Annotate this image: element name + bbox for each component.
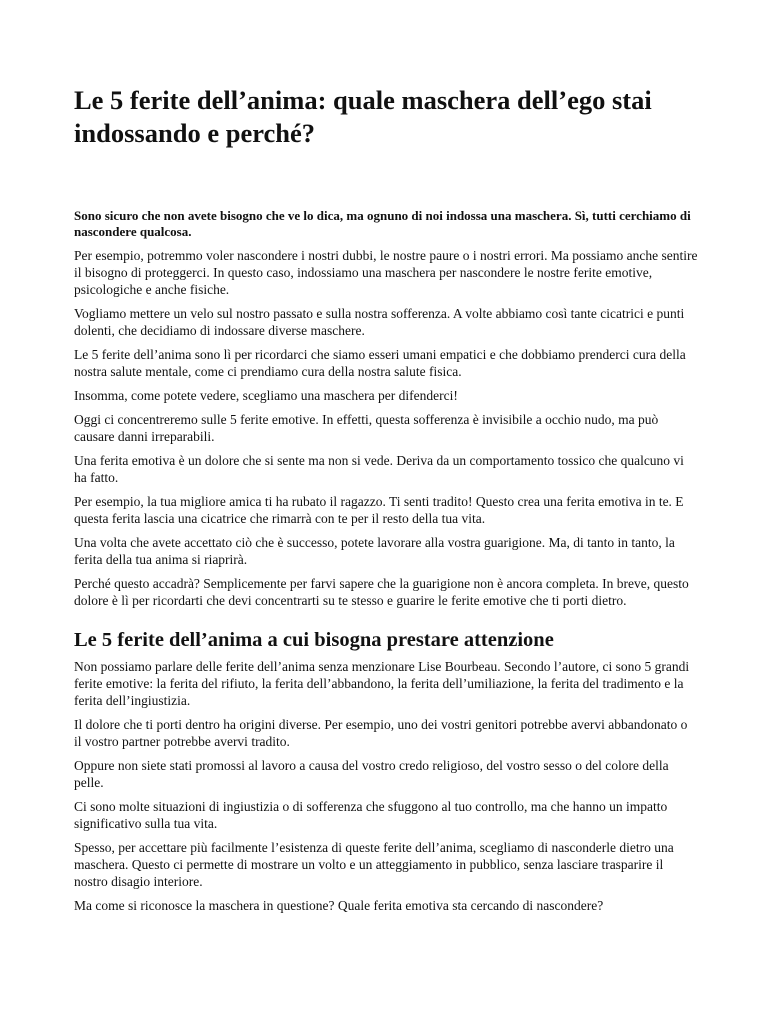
section-paragraph: Non possiamo parlare delle ferite dell’anima senza menzionare Lise Bourbeau. Secondo l’autore, ci sono 5 grandi ferite emotive: la ferita del rifiuto, la ferita dell’abbandono, la ferita dell’umiliazione, la ferita del tradimento e la ferita dell’ingiustizia.: [74, 659, 690, 708]
article-title: Le 5 ferite dell’anima: quale maschera dell’ego stai indossando e perché?: [74, 85, 652, 148]
section-paragraph: Ci sono molte situazioni di ingiustizia o di sofferenza che sfuggono al tuo controllo, ma che hanno un impatto significativo sulla tua vita.: [74, 799, 668, 831]
section-paragraph: Spesso, per accettare più facilmente l’esistenza di queste ferite dell’anima, scegliamo di nasconderle dietro una maschera. Questo ci permette di mostrare un volto e un atteggiamento in pubblico, senza lasciare trasparire il nostro disagio interiore.: [74, 840, 674, 889]
body-paragraph: Una volta che avete accettato ciò che è successo, potete lavorare alla vostra guarigione. Ma, di tanto in tanto, la ferita della tua anima si riaprirà.: [74, 535, 675, 567]
body-paragraph: Perché questo accadrà? Semplicemente per farvi sapere che la guarigione non è ancora completa. In breve, questo dolore è lì per ricordarti che devi concentrarti su te stesso e guarire le ferite emotive che ti porti dietro.: [74, 576, 689, 608]
body-paragraph: Le 5 ferite dell’anima sono lì per ricordarci che siamo esseri umani empatici e che dobbiamo prenderci cura della nostra salute mentale, come ci prendiamo cura della nostra salute fisica.: [74, 347, 686, 379]
body-paragraph: Oggi ci concentreremo sulle 5 ferite emotive. In effetti, questa sofferenza è invisibile a occhio nudo, ma può causare danni irreparabili.: [74, 412, 659, 444]
section-paragraph: Il dolore che ti porti dentro ha origini diverse. Per esempio, uno dei vostri genitori potrebbe avervi abbandonato o il vostro partner potrebbe avervi tradito.: [74, 717, 688, 749]
section-paragraph: Oppure non siete stati promossi al lavoro a causa del vostro credo religioso, del vostro sesso o del colore della pelle.: [74, 758, 669, 790]
body-paragraph: Insomma, come potete vedere, scegliamo una maschera per difenderci!: [74, 388, 458, 403]
body-paragraph: Una ferita emotiva è un dolore che si sente ma non si vede. Deriva da un comportamento tossico che qualcuno vi ha fatto.: [74, 453, 684, 485]
section-heading: Le 5 ferite dell’anima a cui bisogna prestare attenzione: [74, 629, 554, 651]
body-paragraph: Vogliamo mettere un velo sul nostro passato e sulla nostra sofferenza. A volte abbiamo così tante cicatrici e punti dolenti, che decidiamo di indossare diverse maschere.: [74, 306, 685, 338]
body-paragraph: Per esempio, potremmo voler nascondere i nostri dubbi, le nostre paure o i nostri errori. Ma possiamo anche sentire il bisogno di proteggerci. In questo caso, indossiamo una maschera per nascondere le nostre ferite emotive, psicologiche e anche fisiche.: [74, 248, 698, 297]
lead-paragraph: Sono sicuro che non avete bisogno che ve lo dica, ma ognuno di noi indossa una maschera. Sì, tutti cerchiamo di nascondere qualcosa.: [74, 208, 691, 239]
section-paragraph: Ma come si riconosce la maschera in questione? Quale ferita emotiva sta cercando di nascondere?: [74, 898, 604, 913]
body-paragraph: Per esempio, la tua migliore amica ti ha rubato il ragazzo. Ti senti tradito! Questo crea una ferita emotiva in te. E questa ferita lascia una cicatrice che rimarrà con te per il resto della tua vita.: [74, 494, 684, 526]
